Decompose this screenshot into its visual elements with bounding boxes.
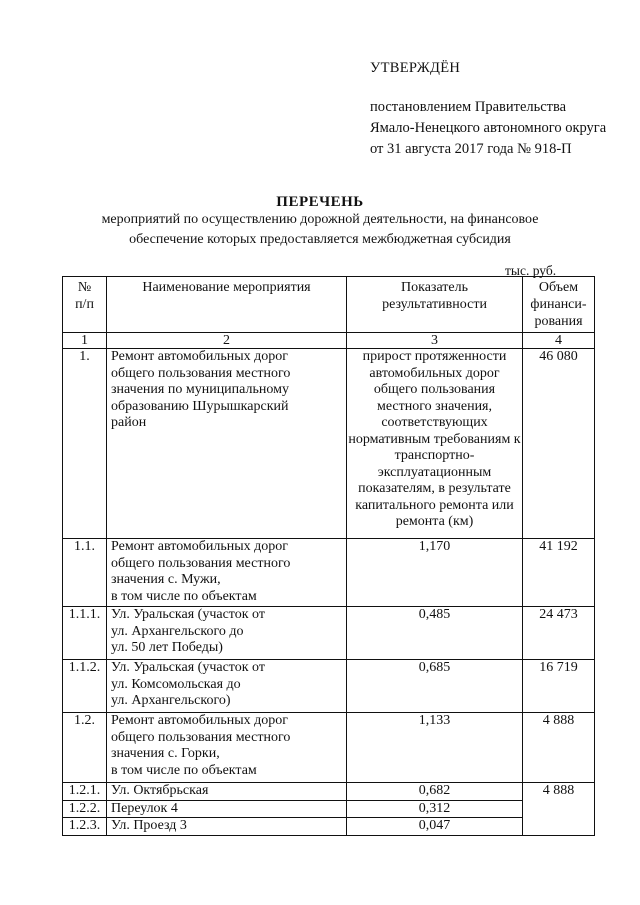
row-indicator: 0,312: [347, 800, 523, 818]
document-title: ПЕРЕЧЕНЬ: [276, 194, 364, 210]
table-header-row: [63, 277, 595, 333]
header-num: № п/п: [63, 277, 107, 333]
row-indicator: 0,047: [347, 818, 523, 836]
row-amount: 46 080: [523, 349, 595, 539]
row-indicator: 1,133: [347, 713, 523, 783]
row-name: Ремонт автомобильных дорог общего пользования местного значения с. Мужи, в том числе по объектам: [107, 539, 347, 607]
row-num: 1.: [63, 349, 107, 539]
column-index-3: 3: [347, 333, 523, 349]
table-row: [63, 349, 595, 539]
row-name: Ул. Уральская (участок от ул. Комсомольская до ул. Архангельского): [107, 660, 347, 713]
row-amount: 41 192: [523, 539, 595, 607]
row-num: 1.1.1.: [63, 607, 107, 660]
approval-title: УТВЕРЖДЁН: [370, 60, 461, 76]
row-indicator: 0,682: [347, 783, 523, 801]
row-indicator: прирост протяженности автомобильных дорог общего пользования местного значения, соответствующих нормативным требованиям к транспортно- эксплуатационным показателям, в результате капитального ремонта или ремонта (км): [347, 349, 523, 539]
approval-line-1: постановлением Правительства: [370, 99, 567, 115]
column-index-4: 4: [523, 333, 595, 349]
header-indicator: Показатель результативности: [347, 277, 523, 333]
row-indicator: 1,170: [347, 539, 523, 607]
header-name: Наименование мероприятия: [107, 277, 347, 333]
approval-line-2: Ямало-Ненецкого автономного округа: [370, 120, 607, 136]
row-num: 1.2.: [63, 713, 107, 783]
row-indicator: 0,485: [347, 607, 523, 660]
row-name: Ул. Проезд 3: [107, 818, 347, 836]
column-index-1: 1: [63, 333, 107, 349]
row-amount: 24 473: [523, 607, 595, 660]
document-subtitle: [80, 210, 560, 250]
row-num: 1.2.3.: [63, 818, 107, 836]
row-name: Ул. Уральская (участок от ул. Архангельского до ул. 50 лет Победы): [107, 607, 347, 660]
row-indicator: 0,685: [347, 660, 523, 713]
table-row: [63, 539, 595, 607]
row-num: 1.1.2.: [63, 660, 107, 713]
row-num: 1.1.: [63, 539, 107, 607]
row-name: Переулок 4: [107, 800, 347, 818]
row-name: Ул. Октябрьская: [107, 783, 347, 801]
row-num: 1.2.1.: [63, 783, 107, 801]
table-row: [63, 660, 595, 713]
measures-table: [62, 276, 595, 836]
approval-block: [370, 58, 632, 160]
column-index-row: [63, 333, 595, 349]
column-index-2: 2: [107, 333, 347, 349]
row-name: Ремонт автомобильных дорог общего пользования местного значения с. Горки, в том числе по объектам: [107, 713, 347, 783]
document-subtitle-line-2: обеспечение которых предоставляется межбюджетная субсидия: [129, 232, 511, 247]
row-amount: 4 888: [523, 783, 595, 836]
row-num: 1.2.2.: [63, 800, 107, 818]
table-row: [63, 783, 595, 801]
table-row: [63, 607, 595, 660]
units-label: тыс. руб.: [505, 263, 557, 278]
approval-line-3: от 31 августа 2017 года № 918-П: [370, 141, 572, 157]
row-name: Ремонт автомобильных дорог общего пользования местного значения по муниципальному образованию Шурышкарский район: [107, 349, 347, 539]
table-row: [63, 818, 595, 836]
row-amount: 16 719: [523, 660, 595, 713]
table-row: [63, 800, 595, 818]
table-row: [63, 713, 595, 783]
header-amount: Объем финанси- рования: [523, 277, 595, 333]
row-amount: 4 888: [523, 713, 595, 783]
document-subtitle-line-1: мероприятий по осуществлению дорожной деятельности, на финансовое: [101, 212, 539, 227]
